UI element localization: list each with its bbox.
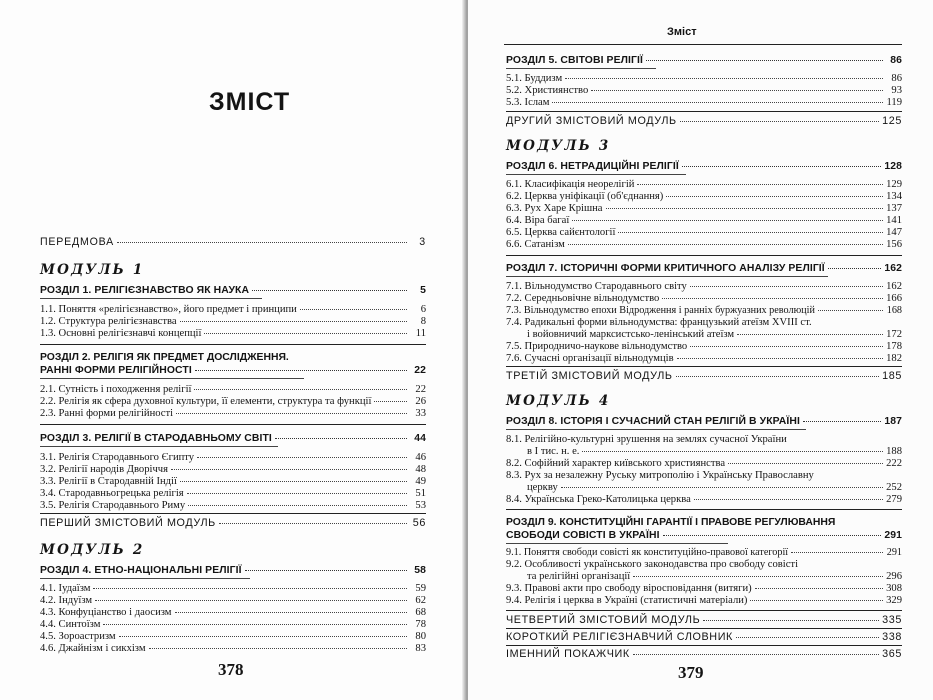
toc-entry-4-2: 4.2. Індуїзм 62 (40, 595, 426, 606)
toc-entry-5-1: 5.1. Буддизм 86 (506, 73, 902, 84)
toc-entry-8-1-line1: 8.1. Релігійно-культурні зрушення на землях сучасної України (506, 434, 787, 445)
toc-title: ЗМІСТ (209, 88, 291, 116)
toc-entry-6-2: 6.2. Церква уніфікації (об'єднання) 134 (506, 191, 902, 202)
toc-entry-1-3: 1.3. Основні релігієзнавчі концепції 11 (40, 328, 426, 339)
toc-entry-7-1: 7.1. Вільнодумство Стародавнього світу 162 (506, 281, 902, 292)
section-7-entry: РОЗДІЛ 7. ІСТОРИЧНІ ФОРМИ КРИТИЧНОГО АНАЛІЗУ РЕЛІГІЇ 162 (506, 263, 902, 274)
content-module-3-entry: ТРЕТІЙ ЗМІСТОВИЙ МОДУЛЬ 185 (506, 370, 902, 382)
dictionary-entry: КОРОТКИЙ РЕЛІГІЄЗНАВЧИЙ СЛОВНИК 338 (506, 631, 902, 643)
toc-entry-3-3: 3.3. Релігії в Стародавній Індії 49 (40, 476, 426, 487)
toc-entry-7-3: 7.3. Вільнодумство епохи Відродження і ранніх буржуазних революцій 168 (506, 305, 902, 316)
toc-entry-7-4-line1: 7.4. Радикальні форми вільнодумства: французький атеїзм XVIII ст. (506, 317, 812, 328)
toc-entry-3-2: 3.2. Релігії народів Дворіччя 48 (40, 464, 426, 475)
toc-entry-3-1: 3.1. Релігія Стародавнього Єгипту 46 (40, 452, 426, 463)
divider (506, 111, 902, 112)
toc-entry-9-2-line1: 9.2. Особливості українського законодавства про свободу совісті (506, 559, 799, 570)
page-number-left: 378 (218, 660, 244, 679)
content-module-2-entry: ДРУГИЙ ЗМІСТОВИЙ МОДУЛЬ 125 (506, 115, 902, 127)
toc-entry-8-2: 8.2. Софійний характер київського християнства 222 (506, 458, 902, 469)
section-5-entry: РОЗДІЛ 5. СВІТОВІ РЕЛІГІЇ 86 (506, 55, 902, 66)
divider (506, 509, 902, 510)
toc-entry-5-3: 5.3. Іслам 119 (506, 97, 902, 108)
header-rule (504, 44, 902, 45)
index-entry: ІМЕННИЙ ПОКАЖЧИК 365 (506, 648, 902, 660)
toc-entry-9-2: та релігійні організації 296 (527, 571, 902, 582)
section-9-entry: СВОБОДИ СОВІСТІ В УКРАЇНІ 291 (506, 530, 902, 541)
divider (40, 424, 426, 425)
running-head: Зміст (667, 26, 697, 38)
toc-entry-7-6: 7.6. Сучасні організації вільнодумців 182 (506, 353, 902, 364)
section-9-title-line1: РОЗДІЛ 9. КОНСТИТУЦІЙНІ ГАРАНТІЇ І ПРАВОВЕ РЕГУЛЮВАННЯ (506, 517, 836, 528)
section-1-entry: РОЗДІЛ 1. РЕЛІГІЄЗНАВСТВО ЯК НАУКА 5 (40, 285, 426, 296)
toc-entry-2-3: 2.3. Ранні форми релігійності 33 (40, 408, 426, 419)
divider (506, 255, 902, 256)
toc-entry-preface: ПЕРЕДМОВА 3 (40, 236, 426, 248)
module-3-heading: МОДУЛЬ 3 (506, 138, 611, 154)
toc-entry-7-5: 7.5. Природничо-наукове вільнодумство 178 (506, 341, 902, 352)
divider (506, 628, 902, 629)
toc-entry-6-1: 6.1. Класифікація неорелігій 129 (506, 179, 902, 190)
content-module-1-entry: ПЕРШИЙ ЗМІСТОВИЙ МОДУЛЬ 56 (40, 517, 426, 529)
toc-entry-4-1: 4.1. Іудаїзм 59 (40, 583, 426, 594)
toc-entry-3-5: 3.5. Релігія Стародавнього Риму 53 (40, 500, 426, 511)
toc-entry-9-3: 9.3. Правові акти про свободу віросповідання (витяги) 308 (506, 583, 902, 594)
content-module-4-entry: ЧЕТВЕРТИЙ ЗМІСТОВИЙ МОДУЛЬ 335 (506, 614, 902, 626)
page-number-right: 379 (678, 663, 704, 682)
toc-entry-6-3: 6.3. Рух Харе Крішна 137 (506, 203, 902, 214)
section-8-entry: РОЗДІЛ 8. ІСТОРІЯ І СУЧАСНИЙ СТАН РЕЛІГІЙ В УКРАЇНІ 187 (506, 416, 902, 427)
toc-entry-4-4: 4.4. Синтоїзм 78 (40, 619, 426, 630)
toc-entry-6-4: 6.4. Віра багаї 141 (506, 215, 902, 226)
toc-entry-8-1: в І тис. н. е. 188 (527, 446, 902, 457)
toc-entry-5-2: 5.2. Християнство 93 (506, 85, 902, 96)
section-6-rule (506, 174, 686, 175)
module-1-heading: МОДУЛЬ 1 (40, 262, 145, 278)
divider (506, 610, 902, 611)
toc-entry-4-6: 4.6. Джайнізм і сикхізм 83 (40, 643, 426, 654)
section-3-rule (40, 446, 278, 447)
toc-entry-3-4: 3.4. Стародавньогрецька релігія 51 (40, 488, 426, 499)
section-4-entry: РОЗДІЛ 4. ЕТНО-НАЦІОНАЛЬНІ РЕЛІГІЇ 58 (40, 565, 426, 576)
module-2-heading: МОДУЛЬ 2 (40, 542, 145, 558)
toc-entry-9-4: 9.4. Релігія і церква в Україні (статистичні матеріали) 329 (506, 595, 902, 606)
toc-entry-7-2: 7.2. Середньовічне вільнодумство 166 (506, 293, 902, 304)
section-3-entry: РОЗДІЛ 3. РЕЛІГІЇ В СТАРОДАВНЬОМУ СВІТІ 44 (40, 433, 426, 444)
section-2-rule (40, 378, 304, 379)
section-9-rule (506, 543, 728, 544)
section-2-entry: РАННІ ФОРМИ РЕЛІГІЙНОСТІ 22 (40, 365, 426, 376)
toc-entry-8-3: церкву 252 (527, 482, 902, 493)
toc-entry-6-5: 6.5. Церква сайєнтології 147 (506, 227, 902, 238)
toc-entry-7-4: і войовничий марксистсько-ленінський атеїзм 172 (527, 329, 902, 340)
toc-entry-8-3-line1: 8.3. Рух за незалежну Руську митрополію і Українську Православну (506, 470, 814, 481)
toc-entry-2-1: 2.1. Сутність і походження релігії 22 (40, 384, 426, 395)
section-8-rule (506, 429, 806, 430)
divider (40, 513, 426, 514)
section-4-rule (40, 578, 250, 579)
left-page (0, 0, 466, 700)
toc-entry-6-6: 6.6. Сатанізм 156 (506, 239, 902, 250)
section-2-title-line1: РОЗДІЛ 2. РЕЛІГІЯ ЯК ПРЕДМЕТ ДОСЛІДЖЕННЯ. (40, 352, 289, 363)
toc-entry-8-4: 8.4. Українська Греко-Католицька церква 279 (506, 494, 902, 505)
toc-entry-1-1: 1.1. Поняття «релігієзнавство», його предмет і принципи 6 (40, 304, 426, 315)
section-1-rule (40, 298, 262, 299)
section-6-entry: РОЗДІЛ 6. НЕТРАДИЦІЙНІ РЕЛІГІЇ 128 (506, 161, 902, 172)
section-5-rule (506, 68, 656, 69)
section-7-rule (506, 276, 828, 277)
toc-entry-4-3: 4.3. Конфуціанство і даосизм 68 (40, 607, 426, 618)
toc-entry-4-5: 4.5. Зороастризм 80 (40, 631, 426, 642)
module-4-heading: МОДУЛЬ 4 (506, 393, 611, 409)
toc-entry-1-2: 1.2. Структура релігієзнавства 8 (40, 316, 426, 327)
divider (40, 344, 426, 345)
toc-entry-9-1: 9.1. Поняття свободи совісті як конституційно-правової категорії 291 (506, 547, 902, 558)
divider (506, 645, 902, 646)
right-page (468, 0, 933, 700)
divider (506, 366, 902, 367)
toc-entry-2-2: 2.2. Релігія як сфера духовної культури, її елементи, структура та функції 26 (40, 396, 426, 407)
